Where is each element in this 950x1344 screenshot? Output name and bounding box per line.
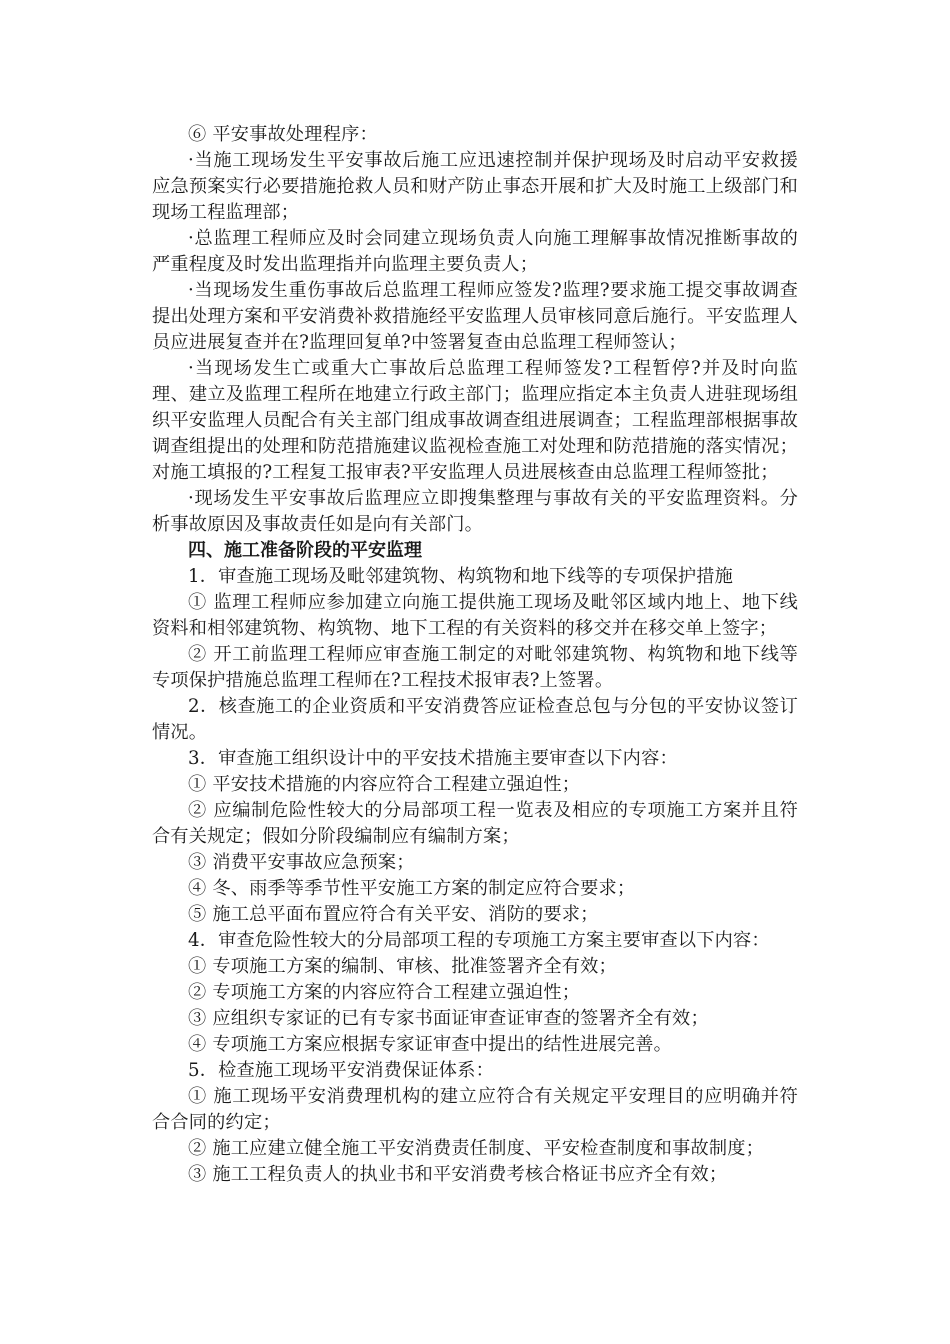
para-21: ③ 应组织专家证的已有专家书面证审查证审查的签署齐全有效； bbox=[188, 1008, 709, 1029]
para-12: 3．审查施工组织设计中的平安技术措施主要审查以下内容： bbox=[188, 748, 678, 769]
para-6: ·现场发生平安事故后监理应立即搜集整理与事故有关的平安监理资料。分析事故原因及事故责任如是向有关部门。 bbox=[152, 488, 798, 535]
para-9: ① 监理工程师应参加建立向施工提供施工现场及毗邻区域内地上、地下线资料和相邻建筑物、构筑物、地下工程的有关资料的移交并在移交单上签字； bbox=[152, 592, 798, 639]
para-15: ③ 消费平安事故应急预案； bbox=[188, 852, 415, 873]
para-24: ① 施工现场平安消费理机构的建立应符合有关规定平安理目的应明确并符合合同的约定； bbox=[152, 1086, 798, 1133]
para-19: ① 专项施工方案的编制、审核、批准签署齐全有效； bbox=[188, 956, 617, 977]
para-23: 5．检查施工现场平安消费保证体系： bbox=[188, 1060, 494, 1081]
para-4: ·当现场发生重伤事故后总监理工程师应签发?监理?要求施工提交事故调查提出处理方案和平安消费补救措施经平安监理人员审核同意后施行。平安监理人员应进展复查并在?监理回复单?中签署复查由总监理工程师签认； bbox=[152, 280, 798, 353]
document-page bbox=[152, 122, 798, 1188]
para-3: ·总监理工程师应及时会同建立现场负责人向施工理解事故情况推断事故的严重程度及时发出监理指并向监理主要负责人； bbox=[152, 228, 798, 275]
para-13: ① 平安技术措施的内容应符合工程建立强迫性； bbox=[188, 774, 581, 795]
para-18: 4．审查危险性较大的分局部项工程的专项施工方案主要审查以下内容： bbox=[188, 930, 770, 951]
para-10: ② 开工前监理工程师应审查施工制定的对毗邻建筑物、构筑物和地下线等专项保护措施总监理工程师在?工程技术报审表?上签署。 bbox=[152, 644, 798, 691]
para-5: ·当现场发生亡或重大亡事故后总监理工程师签发?工程暂停?并及时向监理、建立及监理工程所在地建立行政主部门；监理应指定本主负责人进驻现场组织平安监理人员配合有关主部门组成事故调查组进展调查；工程监理部根据事故调查组提出的处理和防范措施建议监视检查施工对处理和防范措施的落实情况；对施工填报的?工程复工报审表?平安监理人员进展核查由总监理工程师签批； bbox=[152, 358, 798, 483]
para-16: ④ 冬、雨季等季节性平安施工方案的制定应符合要求； bbox=[188, 878, 636, 899]
para-14: ② 应编制危险性较大的分局部项工程一览表及相应的专项施工方案并且符合有关规定；假如分阶段编制应有编制方案； bbox=[152, 800, 798, 847]
para-1: ⑥ 平安事故处理程序： bbox=[188, 124, 378, 145]
para-26: ③ 施工工程负责人的执业书和平安消费考核合格证书应齐全有效； bbox=[188, 1164, 728, 1185]
para-17: ⑤ 施工总平面布置应符合有关平安、消防的要求； bbox=[188, 904, 599, 925]
section-heading: 四、施工准备阶段的平安监理 bbox=[188, 540, 422, 561]
para-25: ② 施工应建立健全施工平安消费责任制度、平安检查制度和事故制度； bbox=[188, 1138, 764, 1159]
para-8: 1．审查施工现场及毗邻建筑物、构筑物和地下线等的专项保护措施 bbox=[188, 566, 734, 587]
para-11: 2．核查施工的企业资质和平安消费答应证检查总包与分包的平安协议签订情况。 bbox=[152, 696, 798, 743]
para-20: ② 专项施工方案的内容应符合工程建立强迫性； bbox=[188, 982, 581, 1003]
para-2: ·当施工现场发生平安事故后施工应迅速控制并保护现场及时启动平安救援应急预案实行必要措施抢救人员和财产防止事态开展和扩大及时施工上级部门和现场工程监理部； bbox=[152, 150, 798, 223]
para-22: ④ 专项施工方案应根据专家证审查中提出的结性进展完善。 bbox=[188, 1034, 673, 1055]
